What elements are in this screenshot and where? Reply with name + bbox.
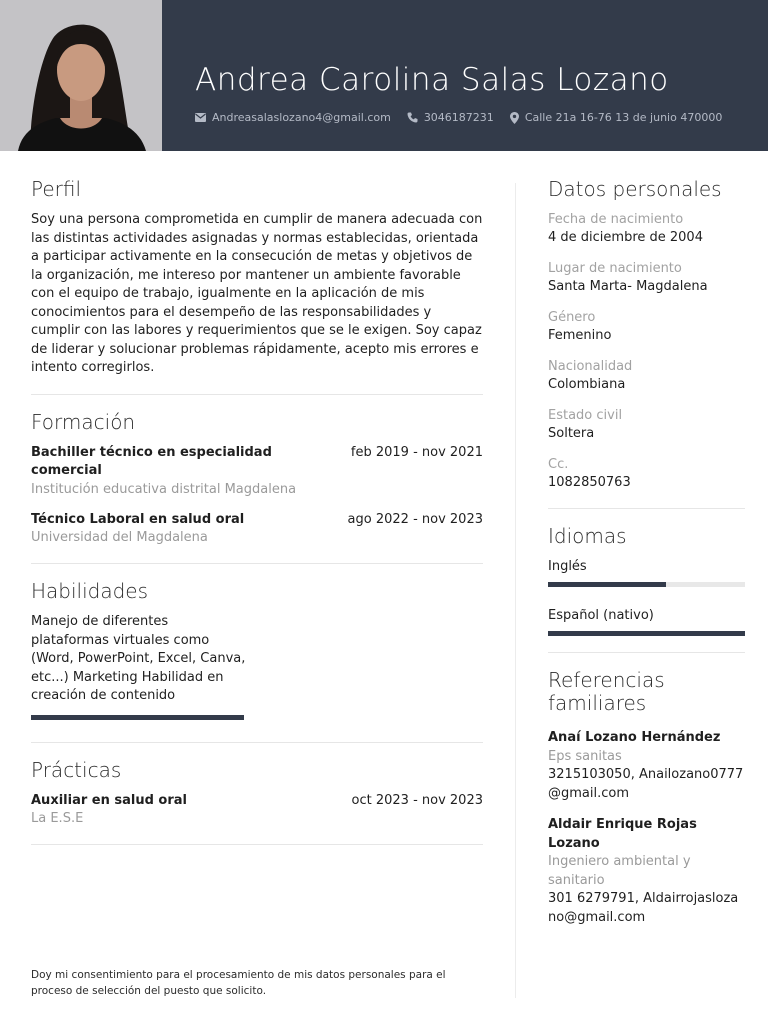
datos-value: Femenino xyxy=(548,328,612,343)
language-level-fill xyxy=(548,582,666,587)
datos-item xyxy=(548,456,745,492)
datos-item xyxy=(548,407,745,443)
datos-value: 4 de diciembre de 2004 xyxy=(548,230,703,245)
formacion-item-title: Técnico Laboral en salud oral xyxy=(31,511,245,527)
datos-title: Datos personales xyxy=(548,177,722,201)
reference-item xyxy=(548,729,745,803)
section-divider xyxy=(548,652,745,653)
datos-label: Estado civil xyxy=(548,408,623,423)
practicas-section xyxy=(31,759,483,829)
address-text: Calle 21a 16-76 13 de junio 470000 xyxy=(524,111,723,124)
reference-contact: 3215103050, Anailozano0777@gmail.com xyxy=(548,767,744,801)
section-divider xyxy=(31,394,483,395)
reference-contact: 301 6279791, Aldairrojaslozano@gmail.com xyxy=(548,891,739,925)
skill-level-fill xyxy=(31,715,244,720)
consent-text: Doy mi consentimiento para el procesamiento de mis datos personales para el proceso de selección del puesto que solicito. xyxy=(31,969,446,997)
practicas-item-date: oct 2023 - nov 2023 xyxy=(351,792,483,808)
referencias-title: Referencias familiares xyxy=(548,668,665,715)
formacion-section xyxy=(31,411,483,548)
practicas-item xyxy=(31,792,483,829)
formacion-item xyxy=(31,511,483,548)
formacion-title: Formación xyxy=(31,409,136,434)
practicas-item-institution: La E.S.E xyxy=(31,811,84,826)
envelope-icon xyxy=(195,113,206,122)
datos-label: Cc. xyxy=(548,457,569,472)
practicas-item-title: Auxiliar en salud oral xyxy=(31,792,187,808)
language-level-bar xyxy=(548,582,745,587)
formacion-item-institution: Universidad del Magdalena xyxy=(31,530,208,545)
perfil-text: Soy una persona comprometida en cumplir de manera adecuada con las distintas actividades asignadas y normas establecidas, orientada a participar activamente en la consecución de metas y objetivos de la organización, me intereso por mantener un ambiente favorable con el equipo de trabajo, igualmente en la aplicación de mis conocimientos para el desempeño de las responsabilidades y cumplir con las labores y requerimientos que se le exigen. Soy capaz de liderar y solucionar problemas rápidamente, acepto mis errores e intento corregirlos. xyxy=(31,212,483,375)
contact-info xyxy=(195,111,722,124)
formacion-item xyxy=(31,444,483,499)
main-column xyxy=(31,178,483,861)
habilidades-title: Habilidades xyxy=(31,579,149,603)
idiomas-section xyxy=(548,525,745,636)
section-divider xyxy=(31,742,483,743)
datos-item xyxy=(548,260,745,296)
section-divider xyxy=(548,508,745,509)
header xyxy=(0,0,768,151)
datos-label: Género xyxy=(548,310,596,325)
formacion-item-date: ago 2022 - nov 2023 xyxy=(347,511,483,527)
datos-value: 1082850763 xyxy=(548,475,631,490)
section-divider xyxy=(31,844,483,845)
idiomas-title: Idiomas xyxy=(548,524,627,548)
habilidades-section xyxy=(31,580,483,720)
phone-text: 3046187231 xyxy=(423,111,494,124)
datos-item xyxy=(548,211,745,247)
datos-item xyxy=(548,309,745,345)
contact-phone[interactable] xyxy=(407,111,494,124)
referencias-section xyxy=(548,669,745,927)
reference-item xyxy=(548,816,745,927)
candidate-name: Andrea Carolina Salas Lozano xyxy=(195,62,669,98)
language-name: Inglés xyxy=(548,559,587,574)
language-name: Español (nativo) xyxy=(548,608,654,623)
contact-address xyxy=(510,111,723,124)
reference-name: Aldair Enrique Rojas Lozano xyxy=(548,817,697,851)
contact-email[interactable] xyxy=(195,111,391,124)
skill-level-bar xyxy=(31,715,244,720)
language-item xyxy=(548,607,745,636)
datos-item xyxy=(548,358,745,394)
datos-value: Soltera xyxy=(548,426,595,441)
practicas-title: Prácticas xyxy=(31,757,122,782)
datos-label: Lugar de nacimiento xyxy=(548,261,682,276)
formacion-item-date: feb 2019 - nov 2021 xyxy=(350,444,483,460)
section-divider xyxy=(31,563,483,564)
formacion-item-title: Bachiller técnico en especialidad comercial xyxy=(31,444,272,478)
side-column xyxy=(548,178,745,940)
datos-value: Colombiana xyxy=(548,377,626,392)
datos-label: Fecha de nacimiento xyxy=(548,212,684,227)
reference-role: Ingeniero ambiental y sanitario xyxy=(548,854,691,888)
datos-label: Nacionalidad xyxy=(548,359,633,374)
habilidades-text: Manejo de diferentes plataformas virtuales como (Word, PowerPoint, Excel, Canva, etc...) Marketing Habilidad en creación de contenido xyxy=(31,614,246,703)
profile-photo xyxy=(0,0,162,151)
language-item xyxy=(548,558,745,587)
datos-section xyxy=(548,178,745,492)
phone-icon xyxy=(407,112,418,123)
datos-value: Santa Marta- Magdalena xyxy=(548,279,708,294)
location-pin-icon xyxy=(510,112,519,124)
language-level-fill xyxy=(548,631,745,636)
reference-name: Anaí Lozano Hernández xyxy=(548,730,721,745)
column-divider xyxy=(515,183,516,998)
perfil-title: Perfil xyxy=(31,177,82,201)
email-text: Andreasalaslozano4@gmail.com xyxy=(212,111,391,124)
language-level-bar xyxy=(548,631,745,636)
person-silhouette-icon xyxy=(0,0,162,151)
perfil-section xyxy=(31,178,483,378)
reference-role: Eps sanitas xyxy=(548,748,622,764)
formacion-item-institution: Institución educativa distrital Magdalena xyxy=(31,481,297,497)
